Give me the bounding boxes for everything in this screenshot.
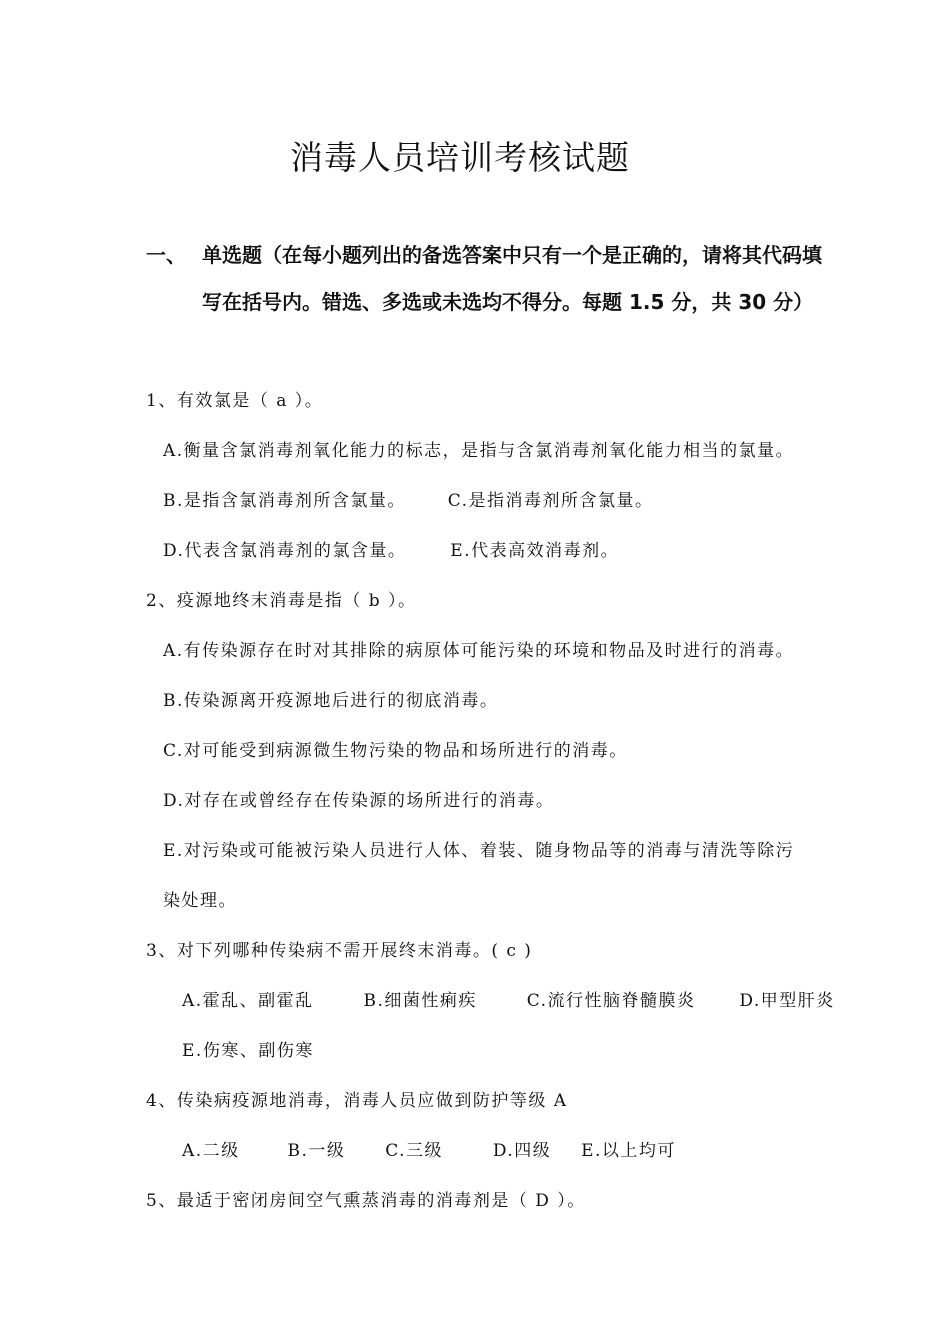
question-stem: 3、对下列哪种传染病不需开展终末消毒。( c ) [146, 941, 533, 961]
option-d: D.甲型肝炎 [739, 991, 835, 1011]
option-a: A.衡量含氯消毒剂氧化能力的标志，是指与含氯消毒剂氧化能力相当的氯量。 [163, 441, 795, 461]
option-b: B.一级 [287, 1141, 346, 1161]
option-d: D.对存在或曾经存在传染源的场所进行的消毒。 [163, 791, 555, 811]
option-b: B.细菌性痢疾 [363, 991, 477, 1011]
option-e: E.代表高效消毒剂。 [450, 541, 620, 561]
question-stem: 2、疫源地终末消毒是指（ b ）。 [146, 591, 417, 611]
option-a: A.有传染源存在时对其排除的病原体可能污染的环境和物品及时进行的消毒。 [163, 641, 795, 661]
option-a: A.二级 [182, 1141, 240, 1161]
option-c: C.三级 [385, 1141, 444, 1161]
option-line [182, 1136, 676, 1161]
question-stem: 4、传染病疫源地消毒，消毒人员应做到防护等级 A [146, 1091, 568, 1111]
section-heading [146, 232, 826, 326]
option-b: B.传染源离开疫源地后进行的彻底消毒。 [163, 691, 499, 711]
option-e: E.以上均可 [581, 1141, 676, 1161]
option-d: D.代表含氯消毒剂的氯含量。 [163, 541, 407, 561]
option-c: C.流行性脑脊髓膜炎 [526, 991, 696, 1011]
option-line [163, 486, 654, 511]
question-stem: 1、有效氯是（ a ）。 [146, 391, 324, 411]
section-instructions: 单选题（在每小题列出的备选答案中只有一个是正确的，请将其代码填写在括号内。错选、多选或未选均不得分。每题 1.5 分，共 30 分） [202, 243, 822, 314]
option-c: C.是指消毒剂所含氯量。 [447, 491, 654, 511]
option-d: D.四级 [492, 1141, 552, 1161]
question-stem: 5、最适于密闭房间空气熏蒸消毒的消毒剂是（ D ）。 [146, 1191, 586, 1211]
option-a: A.霍乱、副霍乱 [182, 991, 314, 1011]
option-b: B.是指含氯消毒剂所含氯量。 [163, 491, 406, 511]
page-title: 消毒人员培训考核试题 [290, 138, 630, 177]
option-e: E.对污染或可能被污染人员进行人体、着装、随身物品等的消毒与清洗等除污 [163, 841, 795, 861]
option-line [163, 436, 794, 461]
option-e: E.伤寒、副伤寒 [182, 1041, 314, 1061]
option-line [182, 986, 835, 1011]
option-e-continued: 染处理。 [163, 891, 237, 911]
option-c: C.对可能受到病源微生物污染的物品和场所进行的消毒。 [163, 741, 628, 761]
section-number: 一、 [146, 243, 186, 267]
option-line [163, 536, 619, 561]
